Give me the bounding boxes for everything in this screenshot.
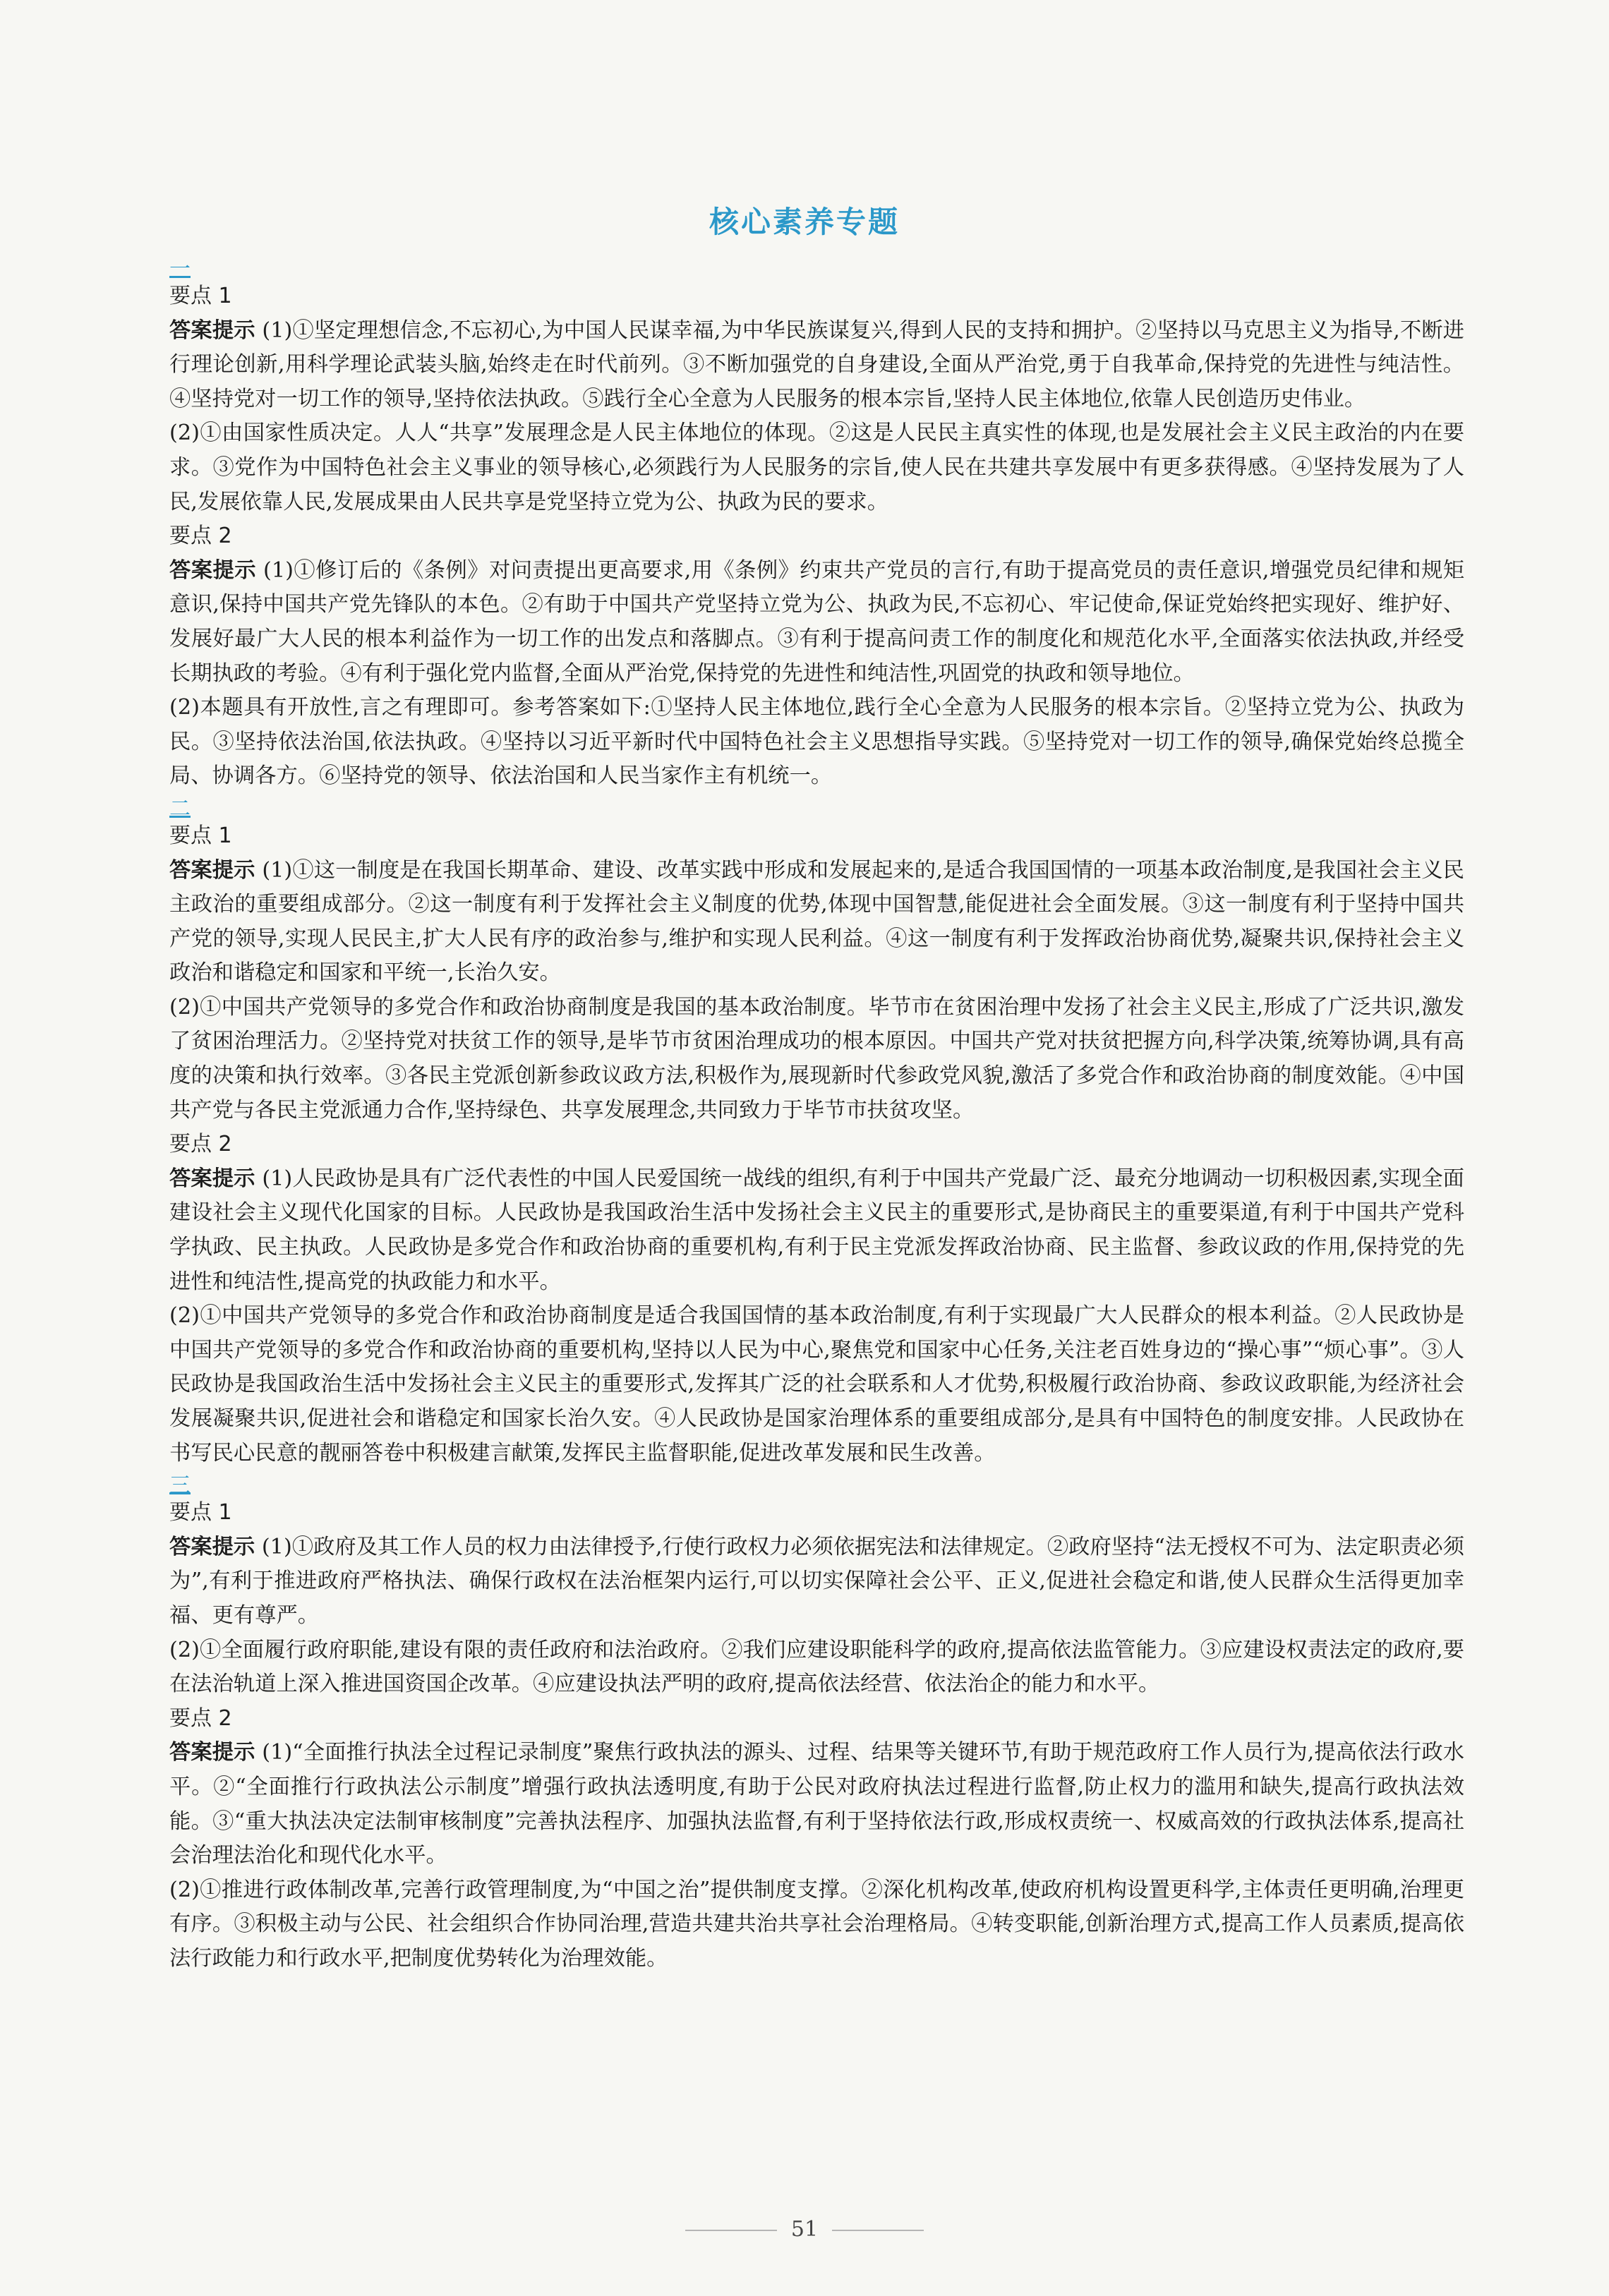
answer-label: 答案提示 (169, 557, 256, 583)
answer-label: 答案提示 (169, 857, 255, 883)
answer-paragraph: (2)①由国家性质决定。人人“共享”发展理念是人民主体地位的体现。②这是人民民主真实性的体现,也是发展社会主义民主政治的内在要求。③党作为中国特色社会主义事业的领导核心,必须践行为人民服务的宗旨,使人民在共建共享发展中有更多获得感。④坚持发展为了人民,发展依靠人民,发展成果由人民共享是党坚持立党为公、执政为民的要求。 (169, 421, 1464, 514)
answer-label: 答案提示 (169, 1740, 255, 1765)
answer-paragraph: 答案提示 (1)“全面推行执法全过程记录制度”聚焦行政执法的源头、过程、结果等关键环节,有助于规范政府工作人员行为,提高依法行政水平。②“全面推行行政执法公示制度”增强行政执法透明度,有助于公民对政府执法过程进行监督,防止权力的滥用和缺失,提高行政执法效能。③“重大执法决定法制审核制度”完善执法程序、加强执法监督,有利于坚持依法行政,形成权责统一、权威高效的行政执法体系,提高社会治理法治化和现代化水平。 (169, 1740, 1464, 1868)
answer-label: 答案提示 (169, 318, 255, 343)
answer-paragraph: (2)①中国共产党领导的多党合作和政治协商制度是我国的基本政治制度。毕节市在贫困治理中发扬了社会主义民主,形成了广泛共识,激发了贫困治理活力。②坚持党对扶贫工作的领导,是毕节市贫困治理成功的根本原因。中国共产党对扶贫把握方向,科学决策,统筹协调,具有高度的决策和执行效率。③各民主党派创新参政议政方法,积极作为,展现新时代参政党风貌,激活了多党合作和政治协商的制度效能。④中国共产党与各民主党派通力合作,坚持绿色、共享发展理念,共同致力于毕节市扶贫攻坚。 (169, 994, 1464, 1123)
answer-paragraph: 答案提示 (1)①修订后的《条例》对问责提出更高要求,用《条例》约束共产党员的言行,有助于提高党员的责任意识,增强党员纪律和规矩意识,保持中国共产党先锋队的本色。②有助于中国共产党坚持立党为公、执政为民,不忘初心、牢记使命,保证党始终把实现好、维护好、发展好最广大人民的根本利益作为一切工作的出发点和落脚点。③有利于提高问责工作的制度化和规范化水平,全面落实依法执政,并经受长期执政的考验。④有利于强化党内监督,全面从严治党,保持党的先进性和纯洁性,巩固党的执政和领导地位。 (169, 557, 1464, 686)
answer-label: 答案提示 (169, 1166, 255, 1191)
answer-paragraph: (2)本题具有开放性,言之有理即可。参考答案如下:①坚持人民主体地位,践行全心全意为人民服务的根本宗旨。②坚持立党为公、执政为民。③坚持依法治国,依法执政。④坚持以习近平新时代中国特色社会主义思想指导实践。⑤坚持党对一切工作的领导,确保党始终总揽全局、协调各方。⑥坚持党的领导、依法治国和人民当家作主有机统一。 (169, 695, 1464, 789)
point-label: 要点 2 (169, 1705, 232, 1731)
page-number: 51 (790, 2217, 819, 2242)
section-heading-1: 一 (169, 257, 191, 282)
answer-content (169, 254, 1464, 1976)
point-label: 要点 1 (169, 1500, 232, 1525)
section-heading-2: 二 (169, 796, 191, 821)
answer-paragraph: (2)①中国共产党领导的多党合作和政治协商制度是适合我国国情的基本政治制度,有利于实现最广大人民群众的根本利益。②人民政协是中国共产党领导的多党合作和政治协商的重要机构,坚持以人民为中心,聚焦党和国家中心任务,关注老百姓身边的“操心事”“烦心事”。③人民政协是我国政治生活中发扬社会主义民主的重要形式,发挥其广泛的社会联系和人才优势,积极履行政治协商、参政议政职能,为经济社会发展凝聚共识,促进社会和谐稳定和国家长治久安。④人民政协是国家治理体系的重要组成部分,是具有中国特色的制度安排。人民政协在书写民心民意的靓丽答卷中积极建言献策,发挥民主监督职能,促进改革发展和民生改善。 (169, 1303, 1464, 1466)
answer-paragraph: (2)①推进行政体制改革,完善行政管理制度,为“中国之治”提供制度支撑。②深化机构改革,使政府机构设置更科学,主体责任更明确,治理更有序。③积极主动与公民、社会组织合作协同治理,营造共建共治共享社会治理格局。④转变职能,创新治理方式,提高工作人员素质,提高依法行政能力和行政水平,把制度优势转化为治理效能。 (169, 1877, 1464, 1971)
answer-label: 答案提示 (169, 1534, 255, 1559)
footer-rule-left (685, 2230, 777, 2231)
point-label: 要点 1 (169, 284, 232, 308)
answer-paragraph: 答案提示 (1)①政府及其工作人员的权力由法律授予,行使行政权力必须依据宪法和法律规定。②政府坚持“法无授权不可为、法定职责必须为”,有利于推进政府严格执法、确保行政权在法治框架内运行,可以切实保障社会公平、正义,促进社会稳定和谐,使人民群众生活得更加幸福、更有尊严。 (169, 1534, 1465, 1628)
point-label: 要点 2 (169, 1132, 232, 1157)
page-title: 核心素养专题 (709, 205, 900, 239)
answer-paragraph: 答案提示 (1)人民政协是具有广泛代表性的中国人民爱国统一战线的组织,有利于中国共产党最广泛、最充分地调动一切积极因素,实现全面建设社会主义现代化国家的目标。人民政协是我国政治生活中发扬社会主义民主的重要形式,是协商民主的重要渠道,有利于中国共产党科学执政、民主执政。人民政协是多党合作和政治协商的重要机构,有利于民主党派发挥政治协商、民主监督、参政议政的作用,保持党的先进性和纯洁性,提高党的执政能力和水平。 (169, 1166, 1464, 1294)
footer-rule-right (832, 2230, 924, 2231)
answer-paragraph: (2)①全面履行政府职能,建设有限的责任政府和法治政府。②我们应建设职能科学的政府,提高依法监管能力。③应建设权责法定的政府,要在法治轨道上深入推进国资国企改革。④应建设执法严明的政府,提高依法经营、依法治企的能力和水平。 (169, 1637, 1464, 1697)
answer-paragraph: 答案提示 (1)①坚定理想信念,不忘初心,为中国人民谋幸福,为中华民族谋复兴,得到人民的支持和拥护。②坚持以马克思主义为指导,不断进行理论创新,用科学理论武装头脑,始终走在时代前列。③不断加强党的自身建设,全面从严治党,勇于自我革命,保持党的先进性与纯洁性。④坚持党对一切工作的领导,坚持依法执政。⑤践行全心全意为人民服务的根本宗旨,坚持人民主体地位,依靠人民创造历史伟业。 (169, 318, 1464, 411)
page-footer (0, 2217, 1609, 2242)
answer-paragraph: 答案提示 (1)①这一制度是在我国长期革命、建设、改革实践中形成和发展起来的,是适合我国国情的一项基本政治制度,是我国社会主义民主政治的重要组成部分。②这一制度有利于发挥社会主义制度的优势,体现中国智慧,能促进社会全面发展。③这一制度有利于坚持中国共产党的领导,实现人民民主,扩大人民有序的政治参与,维护和实现人民利益。④这一制度有利于发挥政治协商优势,凝聚共识,保持社会主义政治和谐稳定和国家和平统一,长治久安。 (169, 857, 1464, 986)
point-label: 要点 1 (169, 823, 232, 848)
section-heading-3: 三 (169, 1473, 191, 1499)
point-label: 要点 2 (169, 524, 232, 549)
